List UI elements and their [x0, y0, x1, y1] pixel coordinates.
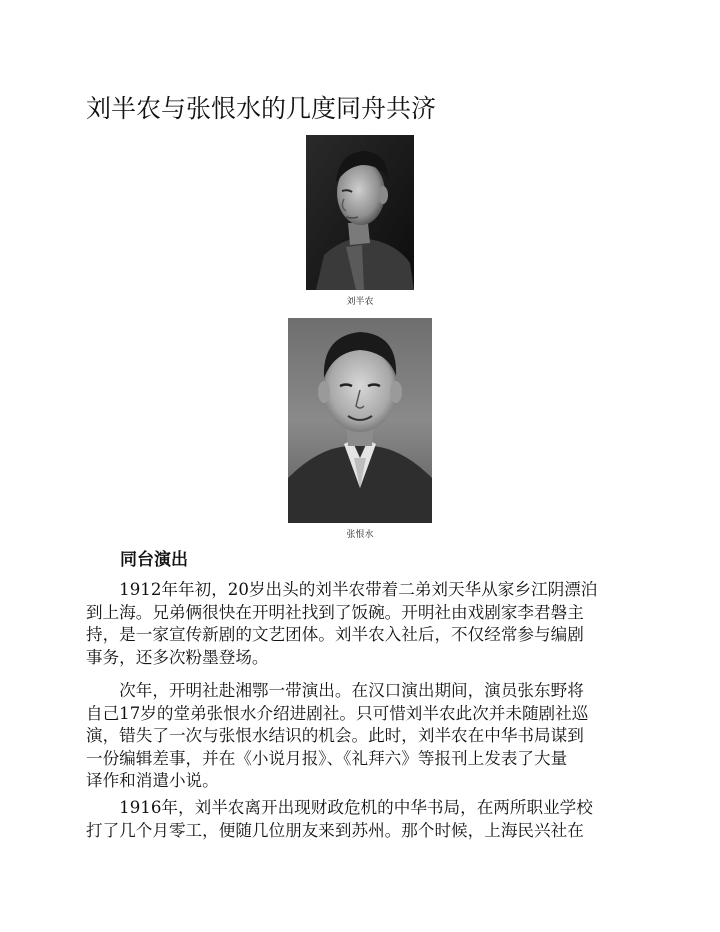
figure-zhang-henshui [0, 318, 720, 541]
text-line: 演，错失了一次与张恨水结识的机会。此时，刘半农在中华书局谋到 [86, 726, 584, 745]
text-line: 译作和消遣小说。 [86, 771, 219, 790]
text-line: 打了几个月零工，便随几位朋友来到苏州。那个时候，上海民兴社在 [86, 820, 584, 840]
paragraph-1 [86, 579, 646, 669]
paragraph-2 [86, 680, 646, 793]
text-line: 到上海。兄弟俩很快在开明社找到了饭碗。开明社由戏剧家李君磐主 [86, 602, 584, 622]
text-line: 1916年，刘半农离开出现财政危机的中华书局，在两所职业学校 [86, 798, 593, 817]
section-heading: 同台演出 [120, 550, 188, 570]
text-line: 1912年年初，20岁出头的刘半农带着二弟刘天华从家乡江阴漂泊 [86, 580, 598, 599]
text-line: 次年，开明社赴湘鄂一带演出。在汉口演出期间，演员张东野将 [86, 681, 584, 700]
portrait-photo-icon [288, 318, 432, 523]
figure-caption: 张恨水 [346, 530, 374, 540]
paragraph-3 [86, 797, 646, 842]
text-line: 事务，还多次粉墨登场。 [86, 647, 269, 667]
figure-caption: 刘半农 [346, 297, 374, 307]
figure-liu-bannong [0, 135, 720, 308]
text-line: 持，是一家宣传新剧的文艺团体。刘半农入社后，不仅经常参与编剧 [86, 625, 584, 644]
article-title: 刘半农与张恨水的几度同舟共济 [86, 94, 437, 123]
portrait-photo-icon [306, 135, 414, 290]
text-line: 一份编辑差事，并在《小说月报》、《礼拜六》等报刊上发表了大量 [86, 748, 568, 768]
text-line: 自己17岁的堂弟张恨水介绍进剧社。只可惜刘半农此次并未随剧社巡 [86, 703, 589, 723]
